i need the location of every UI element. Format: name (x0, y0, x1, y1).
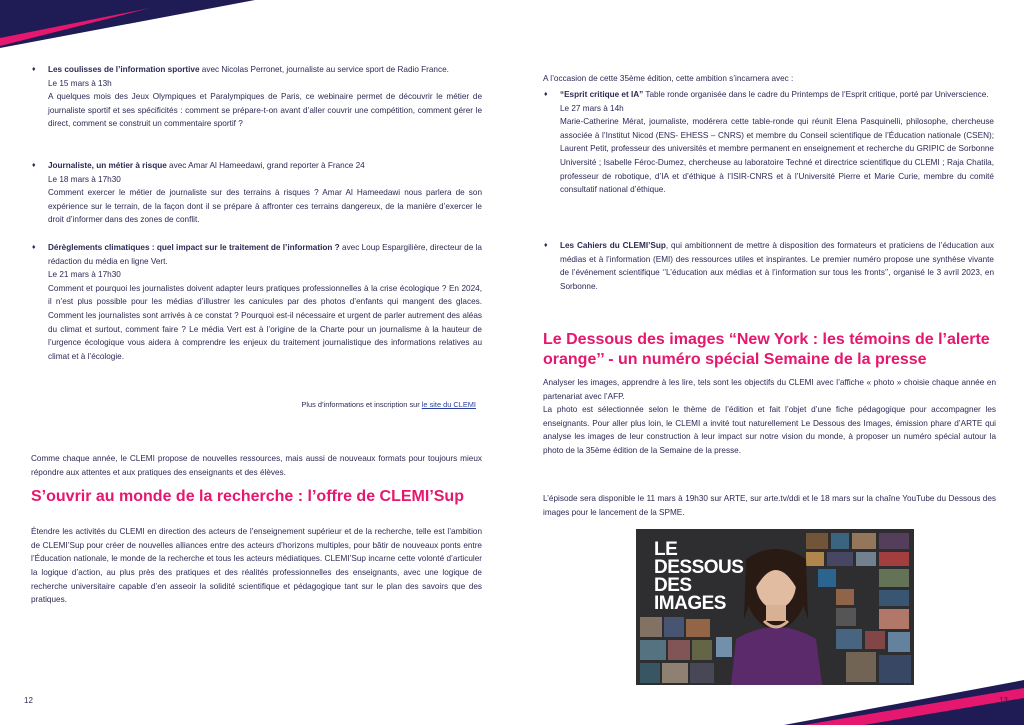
more-info-text: Plus d’informations et inscription sur (301, 400, 422, 409)
bullet-title: Les coulisses de l’information sportive (48, 65, 200, 74)
bottom-right-corner-decoration (784, 680, 1024, 725)
dessous-des-images-promo-image (636, 529, 914, 685)
dessous-images-text (543, 376, 996, 458)
bullet-risque (32, 159, 482, 227)
bullet-rest: avec Amar Al Hameedawi, grand reporter à France 24 (166, 161, 365, 170)
bullet-rest: avec Loup Espargilière, directeur de la rédaction du média en ligne Vert. (48, 243, 482, 266)
bullet-date: Le 27 mars à 14h (560, 103, 624, 113)
intro-paragraph: Comme chaque année, le CLEMI propose de nouvelles ressources, mais aussi de nouveaux formats pour toujours mieux répondre aux attentes et aux pratiques des enseignants et des élèves. (31, 454, 482, 477)
bullet-esprit-critique (544, 88, 994, 197)
bullet-title: Journaliste, un métier à risque (48, 161, 167, 170)
bullet-cahiers (544, 239, 994, 293)
bullet-rest: Table ronde organisée dans le cadre du Printemps de l’Esprit critique, porté par Universcience. (643, 90, 989, 99)
bullet-date: Le 15 mars à 13h (48, 78, 112, 88)
bullet-title: Les Cahiers du CLEMI’Sup (560, 241, 666, 250)
clemi-site-link[interactable]: le site du CLEMI (421, 400, 476, 409)
dessous-para-1: Analyser les images, apprendre à les lire, tels sont les objectifs du CLEMI avec l’affiche « photo » choisie chaque année en partenariat avec l’AFP. (543, 378, 996, 401)
page-number: 12 (24, 696, 33, 705)
diamond-bullet-icon: ♦ (544, 91, 548, 98)
section-heading-dessous-images: Le Dessous des images “New York : les témoins de l’alerte orange’’ - un numéro spécial Semaine de la presse (543, 331, 990, 368)
more-info (48, 398, 476, 412)
bullet-desc: Marie-Catherine Mérat, journaliste, modérera cette table-ronde qui réunit Elena Pasquinelli, philosophe, chercheuse associée à l’Institut Nicod (ENS- EHESS – CNRS) et membre du Conseil scientifique de l’Éducation nationale (CSEN); Laurent Petit, professeur des universités et membre permanent en enseignement et recherche du GRIPIC de Sorbonne Université ; Isabelle Féroc-Dumez, chercheuse au laboratoire Techné et directrice scientifique du CLEMI ; Raja Chatila, professeur de robotique, d’IA et d’éthique à l’ISIR-CNRS et à l’Université Pierre et Marie Curie, membre du comité consultatif national d’éthique. (560, 117, 994, 195)
diamond-bullet-icon: ♦ (544, 242, 548, 249)
bullet-sport (32, 63, 482, 131)
top-left-corner-decoration (0, 0, 260, 50)
bullet-date: Le 18 mars à 17h30 (48, 174, 121, 184)
bullet-title: Dérèglements climatiques : quel impact sur le traitement de l’information ? (48, 243, 340, 252)
bullet-climat (32, 241, 482, 363)
dessous-des-images-logo: LE DESSOUS DES IMAGES (654, 539, 744, 614)
right-intro: A l’occasion de cette 35ème édition, cette ambition s’incarnera avec : (543, 74, 794, 84)
bullet-desc: A quelques mois des Jeux Olympiques et Paralympiques de Paris, ce webinaire permet de découvrir le métier de journaliste sportif et ses spécificités : comment se prépare-t-on avant d’aller couvrir une compétition, comment gérer le direct, comment se construit un commentaire sportif ? (48, 92, 482, 129)
page-number: 13 (999, 696, 1008, 705)
dessous-para-2: La photo est sélectionnée selon le thème de l’édition et fait l’objet d’une fiche pédagogique pour accompagner les enseignants. Pour aller plus loin, le CLEMI a invité tout naturellement Le Dessous des Images, émission phare d’ARTE qui analyse les images de leur construction à leur impact sur notre vision du monde, à proposer un numéro spécial autour la photo de la 35ème édition de la Semaine de la presse. (543, 405, 996, 455)
bullet-date: Le 21 mars à 17h30 (48, 270, 121, 280)
clemisup-paragraph: Étendre les activités du CLEMI en direction des acteurs de l’enseignement supérieur et de la recherche, telle est l’ambition de CLEMI’Sup pour créer de nouvelles alliances entre des acteurs d’horizons multiples, pour bâtir de nouveaux ponts entre l’Éducation nationale, le monde de la recherche et tous les acteurs médiatiques. CLEMI’Sup incarne cette volonté d’articuler la logique d’action, au plus près des pratiques et des réalités professionnelles des enseignants, avec une logique de recherche universitaire capable d’en asseoir la solidité scientifique et pédagogique tant sur le plan des savoirs que des pratiques. (31, 527, 482, 605)
bullet-title: “Esprit critique et IA” (560, 90, 644, 99)
bullet-rest: , qui ambitionnent de mettre à disposition des formateurs et praticiens de l’éducation aux médias et à l’information (EMI) des ressources utiles et inspirantes. Le premier numéro propose une synthèse vivante de l’événement scientifique ‘’L’éducation aux médias et à l’information sur tous les fronts’’, organisé le 3 avril 2023, en Sorbonne. (560, 241, 994, 291)
bullet-desc: Comment et pourquoi les journalistes doivent adapter leurs pratiques professionnelles à la crise écologique ? En 2024, il n’est plus possible pour les médias d’illustrer les canicules par des photos d’enfants qui mangent des glaces. Comment les journalistes sont arrivés à ce constat ? Pourquoi est-il nécessaire et urgent de parler autrement des aléas du climat et surtout, comment faire ? Le média Vert est à l’origine de la Charte pour un journalisme à la hauteur de l’urgence écologique vous aidera à comprendre les enjeux du traitement journalistique des informations relatives au climat et à l’écologie. (48, 283, 482, 361)
diamond-bullet-icon: ♦ (32, 244, 36, 251)
diamond-bullet-icon: ♦ (32, 162, 36, 169)
section-heading-clemisup: S’ouvrir au monde de la recherche : l’offre de CLEMI’Sup (31, 488, 464, 505)
bullet-rest: avec Nicolas Perronet, journaliste au service sport de Radio France. (199, 65, 449, 74)
dessous-para-3: L’épisode sera disponible le 11 mars à 19h30 sur ARTE, sur arte.tv/ddi et le 18 mars sur la chaîne YouTube du Dessous des images pour le lancement de la SPME. (543, 494, 996, 517)
diamond-bullet-icon: ♦ (32, 66, 36, 73)
bullet-desc: Comment exercer le métier de journaliste sur des terrains à risques ? Amar Al Hameedawi nous parlera de son expérience sur le terrain, de la façon dont il se prépare à affronter ces terrains dangereux, de la manière d’exercer le droit d’informer dans des zones de conflit. (48, 188, 482, 225)
